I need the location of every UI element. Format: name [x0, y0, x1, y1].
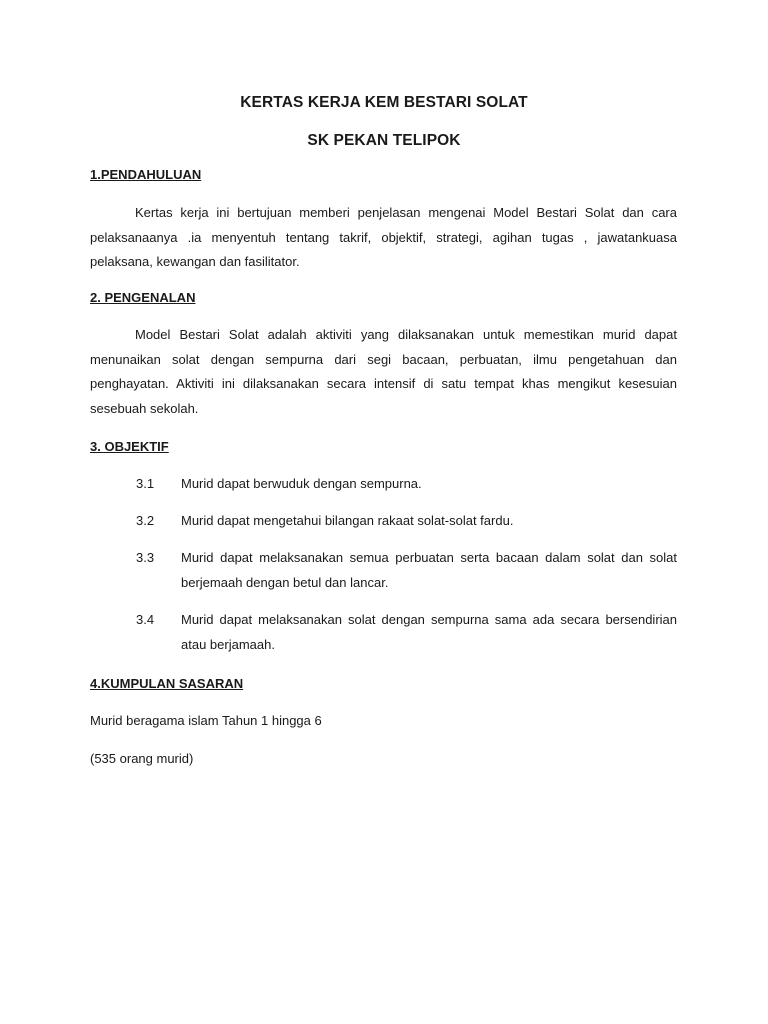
- objective-text: Murid dapat melaksanakan solat dengan sempurna sama ada secara bersendirian atau berjamaah.: [181, 612, 677, 652]
- objective-number: 3.1: [136, 476, 155, 491]
- objective-number: 3.4: [136, 612, 155, 627]
- paragraph-pendahuluan: Kertas kerja ini bertujuan memberi penjelasan mengenai Model Bestari Solat dan cara pelaksanaanya .ia menyentuh tentang takrif, objektif, strategi, agihan tugas , jawatankuasa pelaksana, kewangan dan fasilitator.: [90, 205, 677, 269]
- objective-text: Murid dapat melaksanakan semua perbuatan serta bacaan dalam solat dan solat berjemaah dengan betul dan lancar.: [181, 550, 677, 590]
- objective-number: 3.3: [136, 550, 155, 565]
- objective-text: Murid dapat berwuduk dengan sempurna.: [181, 476, 422, 491]
- objective-number: 3.2: [136, 513, 155, 528]
- section-heading-pengenalan: 2. PENGENALAN: [90, 290, 196, 305]
- objective-text: Murid dapat mengetahui bilangan rakaat solat-solat fardu.: [181, 513, 514, 528]
- document-subtitle: SK PEKAN TELIPOK: [307, 132, 461, 149]
- section-heading-objektif: 3. OBJEKTIF: [90, 439, 169, 454]
- target-group-count: (535 orang murid): [90, 751, 194, 766]
- paragraph-pengenalan: Model Bestari Solat adalah aktiviti yang dilaksanakan untuk memestikan murid dapat menunaikan solat dengan sempurna dari segi bacaan, perbuatan, ilmu pengetahuan dan penghayatan. Aktiviti ini dilaksanakan secara intensif di satu tempat khas mengikut kesesuian sesebuah sekolah.: [90, 327, 677, 416]
- section-heading-kumpulan-sasaran: 4.KUMPULAN SASARAN: [90, 676, 244, 691]
- target-group-text: Murid beragama islam Tahun 1 hingga 6: [90, 713, 322, 728]
- section-heading-pendahuluan: 1.PENDAHULUAN: [90, 167, 202, 182]
- document-title: KERTAS KERJA KEM BESTARI SOLAT: [240, 94, 528, 111]
